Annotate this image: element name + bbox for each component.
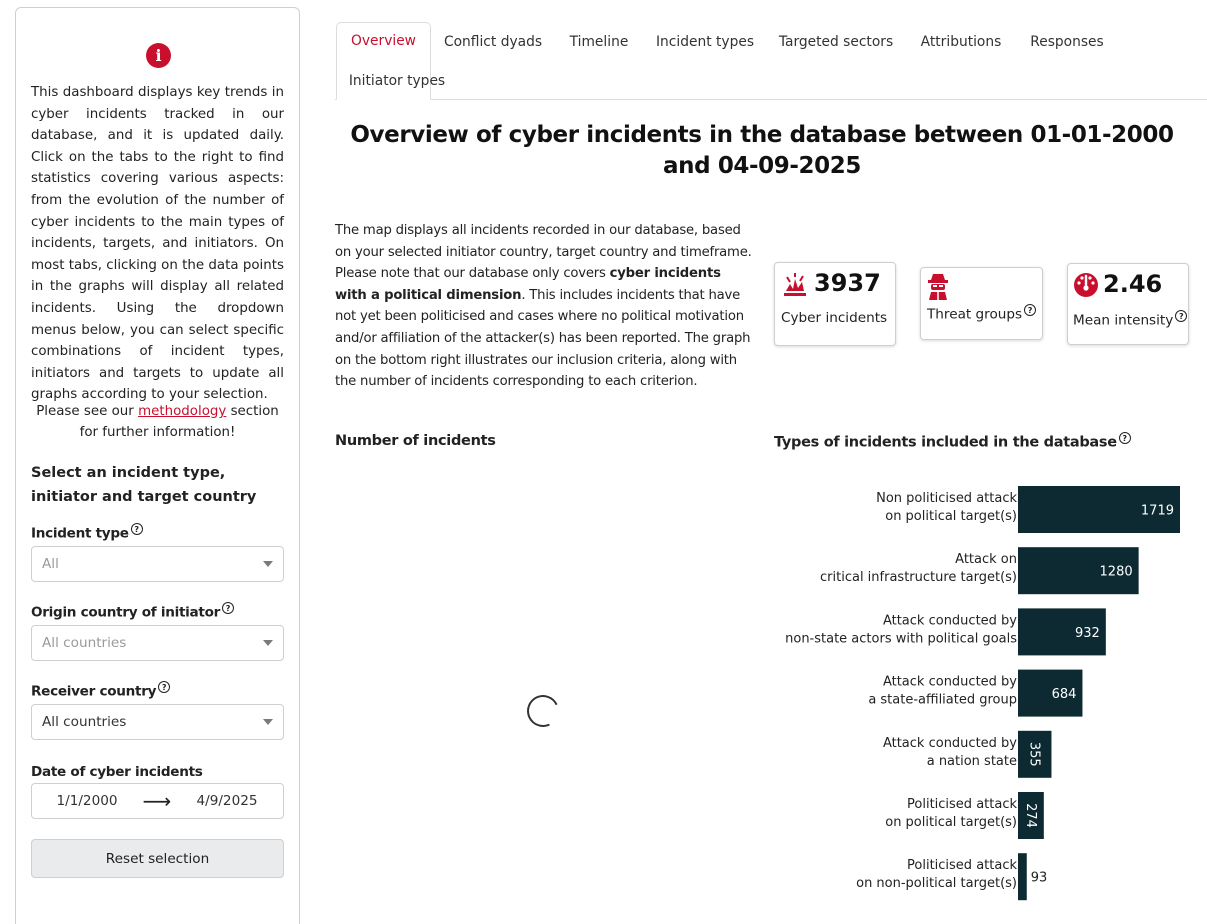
tab-label: Timeline xyxy=(569,34,629,50)
help-icon[interactable]: ? xyxy=(1119,432,1131,444)
intensity-label xyxy=(1073,310,1187,329)
incident-types-chart xyxy=(774,470,1207,924)
desc-part2: . This includes incidents that have not yet been politicised and cases where no political motivation and/or affiliation of the attacker(s) has been reported. The graph on the bottom right illustrates our inclusion criteria, along with the number of incidents corresponding to each criterion. xyxy=(335,287,751,390)
category-label: critical infrastructure target(s) xyxy=(820,570,1017,586)
receiver-country-value: All countries xyxy=(42,714,127,730)
category-label: non-state actors with political goals xyxy=(785,631,1017,647)
tab-label: Targeted sectors xyxy=(778,34,894,50)
incidents-count: 3937 xyxy=(814,269,881,297)
methodology-link[interactable]: methodology xyxy=(138,404,227,419)
tab-conflict-dyads[interactable] xyxy=(437,22,549,62)
map-description xyxy=(335,220,753,393)
origin-country-select[interactable] xyxy=(31,625,284,661)
help-icon[interactable]: ? xyxy=(222,602,234,614)
arrow-right-icon: ⟶ xyxy=(142,789,172,813)
sidebar-intro: This dashboard displays key trends in cyber incidents tracked in our database, and it is updated daily. Click on the tabs to the right to find statistics covering various aspects: from the evolution of the number of cyber incidents to the main types of incidents, targets, and initiators. On most tabs, clicking on the data points in the graphs will display all related incidents. Using the dropdown menus below, you can select specific combinations of incident types, initiators and targets to update all graphs according to your selection. xyxy=(31,85,284,403)
chevron-down-icon xyxy=(263,640,273,646)
bar-value-label: 274 xyxy=(1022,803,1038,828)
incident-type-value: All xyxy=(42,556,59,572)
category-label: Politicised attack xyxy=(907,797,1017,812)
category-label: on political target(s) xyxy=(885,509,1017,524)
threat-groups-label xyxy=(927,304,1036,323)
date-range-picker[interactable] xyxy=(31,783,284,819)
number-of-incidents-heading: Number of incidents xyxy=(335,433,496,449)
origin-country-label xyxy=(31,602,234,621)
receiver-country-select[interactable] xyxy=(31,704,284,740)
reset-selection-button[interactable]: Reset selection xyxy=(31,839,284,878)
tab-initiator-types[interactable] xyxy=(342,61,452,101)
category-label: Attack conducted by xyxy=(882,674,1017,690)
category-label: a state-affiliated group xyxy=(868,692,1017,708)
incidents-label: Cyber incidents xyxy=(781,310,888,326)
tabs-divider xyxy=(335,99,1207,100)
origin-country-label-text: Origin country of initiator xyxy=(31,604,221,621)
category-label: Non politicised attack xyxy=(876,491,1017,506)
bar-value-label: 932 xyxy=(1075,625,1100,641)
threat-groups-label-text: Threat groups xyxy=(927,306,1023,323)
info-icon: i xyxy=(146,43,171,68)
receiver-country-label xyxy=(31,681,170,700)
bar-value-label: 1719 xyxy=(1140,503,1174,519)
incident-type-label-text: Incident type xyxy=(31,525,129,542)
loading-spinner-icon xyxy=(522,690,563,731)
tab-label: Responses xyxy=(1030,34,1104,50)
tab-label: Conflict dyads xyxy=(443,34,543,50)
tab-attributions[interactable] xyxy=(912,22,1010,62)
desc-bold: cyber incidents with a political dimension xyxy=(335,266,721,303)
intensity-label-text: Mean intensity xyxy=(1073,312,1174,329)
bar-value-label: 355 xyxy=(1026,741,1042,767)
bar-value-label: 1280 xyxy=(1099,564,1133,580)
gauge-icon xyxy=(1073,272,1099,298)
help-icon[interactable]: ? xyxy=(1024,304,1036,316)
methodology-suffix: section for further information! xyxy=(79,404,279,440)
incidents-card xyxy=(774,262,896,346)
chevron-down-icon xyxy=(263,719,273,725)
tab-label: Initiator types xyxy=(348,73,446,89)
tab-incident-types[interactable] xyxy=(650,22,760,62)
filter-heading: Select an incident type, initiator and target country xyxy=(31,465,257,505)
threat-groups-card xyxy=(920,267,1043,340)
incident-type-label xyxy=(31,523,143,542)
sidebar xyxy=(15,7,300,924)
category-label: on political target(s) xyxy=(885,815,1017,830)
help-icon[interactable]: ? xyxy=(158,681,170,693)
date-label: Date of cyber incidents xyxy=(31,764,203,780)
date-from-input[interactable]: 1/1/2000 xyxy=(56,793,118,809)
bar-value-label: 93 xyxy=(1030,870,1048,886)
types-heading xyxy=(774,432,1131,451)
date-to-input[interactable]: 4/9/2025 xyxy=(196,793,258,809)
tab-targeted-sectors[interactable] xyxy=(772,22,900,62)
intensity-value: 2.46 xyxy=(1103,270,1163,298)
explosion-icon xyxy=(781,271,809,297)
help-icon[interactable]: ? xyxy=(131,523,143,535)
intensity-card xyxy=(1067,263,1189,345)
category-label: on non-political target(s) xyxy=(856,876,1017,892)
tab-label: Overview xyxy=(351,33,416,49)
tab-responses[interactable] xyxy=(1022,22,1112,62)
methodology-note xyxy=(31,401,284,443)
methodology-prefix: Please see our xyxy=(36,404,139,419)
category-label: Politicised attack xyxy=(907,858,1017,874)
category-label: Attack on xyxy=(955,552,1017,568)
page-title: Overview of cyber incidents in the database between 01-01-2000 and 04-09-2025 xyxy=(350,122,1174,179)
desc-part1: The map displays all incidents recorded in our database, based on your selected initiator country, target country and timeframe. Please note that our database only covers xyxy=(335,223,752,282)
incident-type-select[interactable] xyxy=(31,546,284,582)
category-label: Attack conducted by xyxy=(882,613,1017,629)
category-label: Attack conducted by xyxy=(882,735,1017,751)
help-icon[interactable]: ? xyxy=(1175,310,1187,322)
receiver-country-label-text: Receiver country xyxy=(31,683,157,700)
tab-label: Incident types xyxy=(655,34,755,50)
tab-label: Attributions xyxy=(920,34,1002,50)
category-label: a nation state xyxy=(926,753,1017,769)
chevron-down-icon xyxy=(263,561,273,567)
hacker-icon xyxy=(926,272,950,300)
origin-country-value: All countries xyxy=(42,635,127,651)
tab-timeline[interactable] xyxy=(560,22,638,62)
bar-value-label: 684 xyxy=(1051,687,1077,703)
bar[interactable] xyxy=(1018,853,1027,900)
types-heading-text: Types of incidents included in the database xyxy=(774,434,1117,451)
